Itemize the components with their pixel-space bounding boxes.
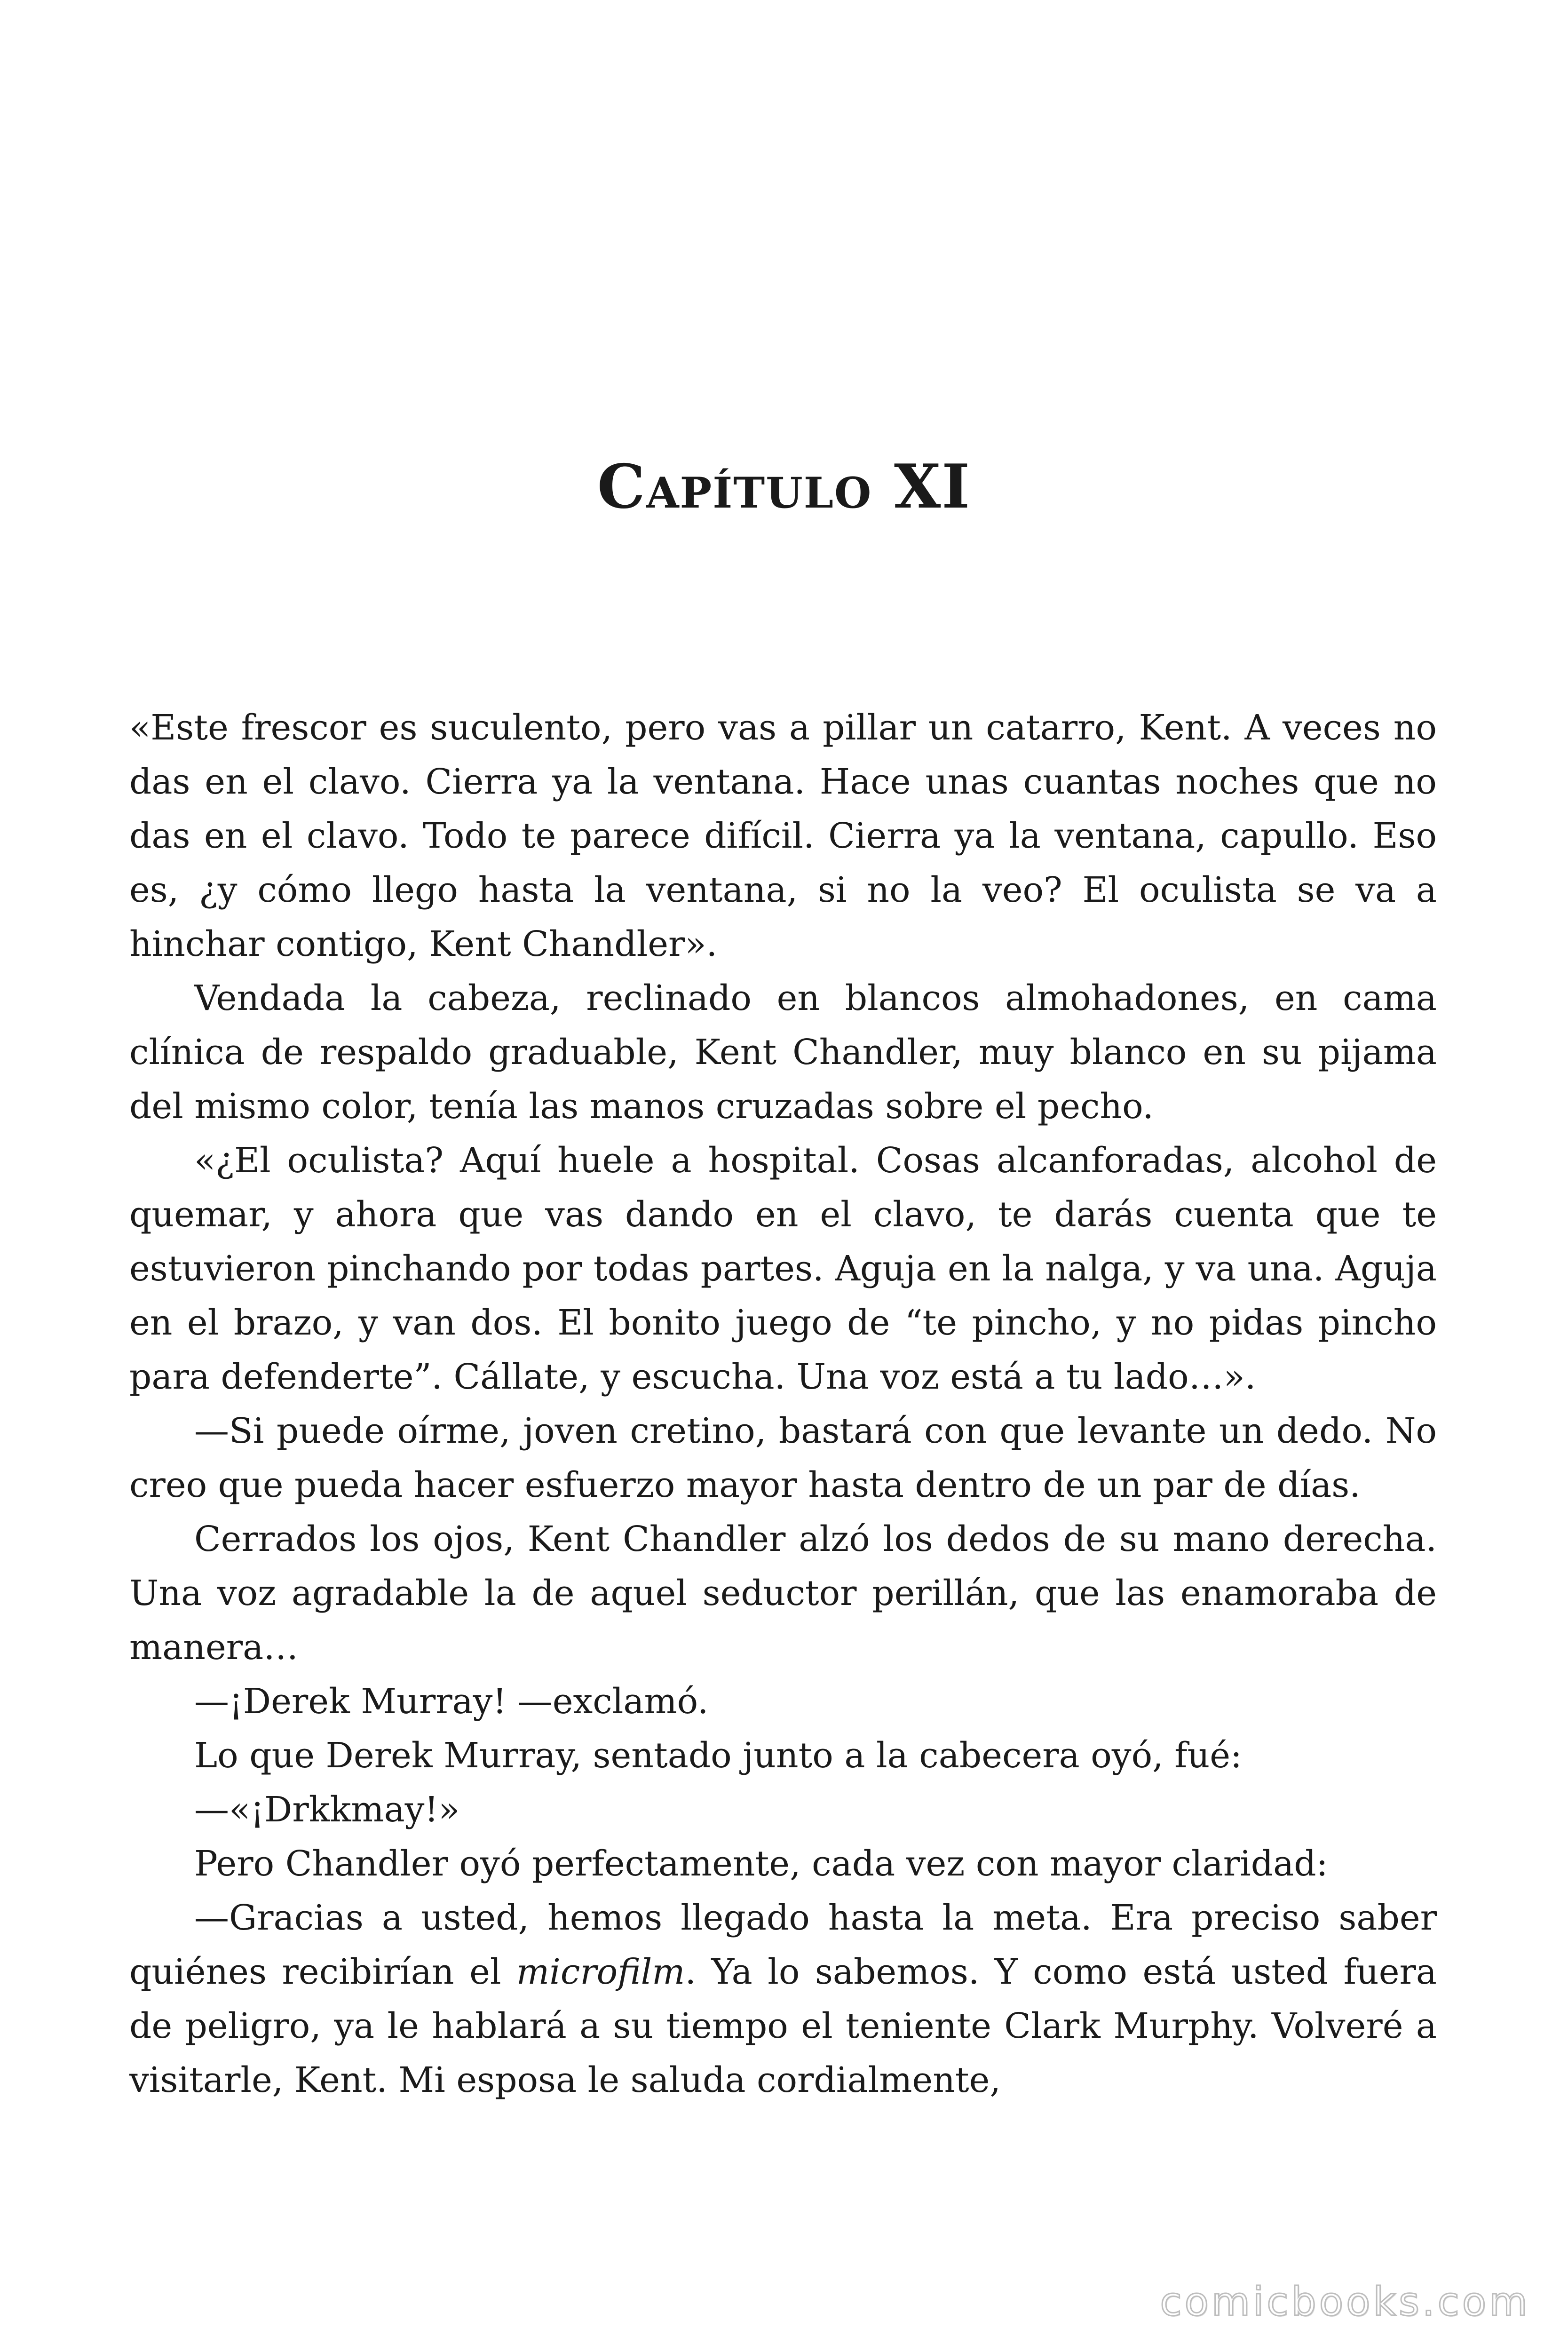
chapter-body bbox=[129, 701, 1437, 2107]
paragraph-2: Vendada la cabeza, reclinado en blancos almohadones, en cama clínica de respaldo graduable, Kent Chandler, muy blanco en su pijama del mismo color, tenía las manos cruzadas sobre el pecho. bbox=[129, 978, 1437, 1127]
paragraph-10-end: . Ya lo sabemos. Y como está usted fuera de peligro, ya le hablará a su tiempo el teniente Clark Murphy. Volveré a visitarle, Kent. Mi esposa le saluda cordialmente, bbox=[129, 1952, 1437, 2100]
paragraph-3: «¿El oculista? Aquí huele a hospital. Cosas alcanforadas, alcohol de quemar, y ahora que vas dando en el clavo, te darás cuenta que te estuvieron pinchando por todas partes. Aguja en la nalga, y va una. Aguja en el brazo, y van dos. El bonito juego de “te pincho, y no pidas pincho para defenderte”. Cállate, y escucha. Una voz está a tu lado…». bbox=[129, 1140, 1437, 1397]
paragraph-8: —«¡Drkkmay!» bbox=[194, 1789, 460, 1830]
paragraph-10 bbox=[129, 1891, 1437, 2107]
paragraph-5: Cerrados los ojos, Kent Chandler alzó los dedos de su mano derecha. Una voz agradable la de aquel seductor perillán, que las enamoraba de manera… bbox=[129, 1519, 1437, 1668]
paragraph-10-start: —Gracias a usted, hemos llegado hasta la meta. Era preciso saber quiénes recibirían el bbox=[129, 1898, 1437, 1992]
chapter-title: Capítulo XI bbox=[597, 452, 971, 522]
site-watermark: comicbooks.com bbox=[1160, 2279, 1530, 2325]
paragraph-10-emphasis: microfilm bbox=[516, 1952, 685, 1992]
paragraph-6: —¡Derek Murray! —exclamó. bbox=[194, 1681, 709, 1722]
paragraph-9: Pero Chandler oyó perfectamente, cada vez con mayor claridad: bbox=[194, 1843, 1328, 1884]
paragraph-4: —Si puede oírme, joven cretino, bastará con que levante un dedo. No creo que pueda hacer esfuerzo mayor hasta dentro de un par de días. bbox=[129, 1411, 1437, 1505]
paragraph-7: Lo que Derek Murray, sentado junto a la cabecera oyó, fué: bbox=[194, 1735, 1242, 1776]
paragraph-1: «Este frescor es suculento, pero vas a pillar un catarro, Kent. A veces no das en el clavo. Cierra ya la ventana. Hace unas cuantas noches que no das en el clavo. Todo te parece difícil. Cierra ya la ventana, capullo. Eso es, ¿y cómo llego hasta la ventana, si no la veo? El oculista se va a hinchar contigo, Kent Chandler». bbox=[129, 707, 1437, 964]
